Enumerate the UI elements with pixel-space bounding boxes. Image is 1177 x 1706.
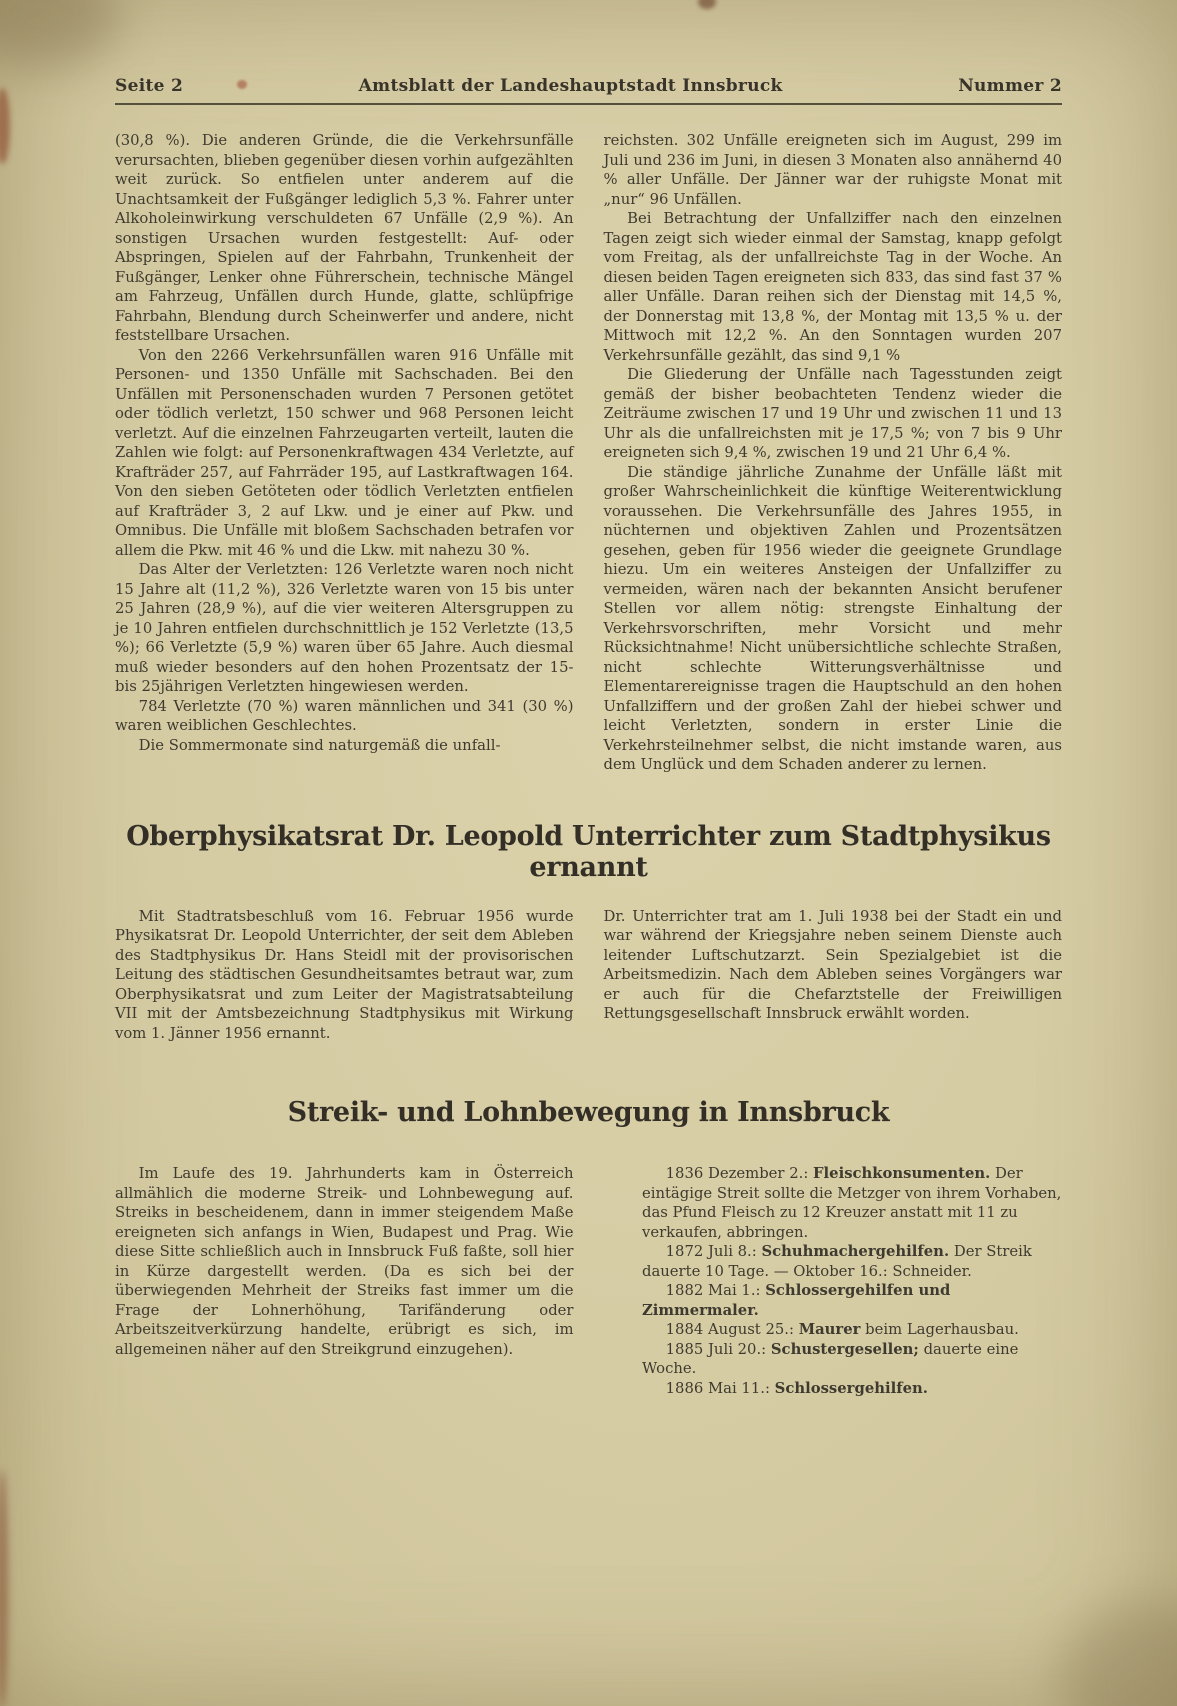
- paragraph: Die Sommermonate sind naturgemäß die unfall-: [138, 736, 501, 754]
- column-left: [115, 131, 574, 775]
- entry-date: 1885 Juli 20.:: [665, 1340, 767, 1358]
- paragraph: Das Alter der Verletzten: 126 Verletzte waren noch nicht 15 Jahre alt (11,2 %), 326 Verletzte waren von 15 bis unter 25 Jahren (28,9 %), auf die vier weiteren Altersgruppen zu je 10 Jahren entfielen durchschnittlich je 152 Verletzte (13,5 %); 66 Verletzte (5,9 %) waren über 65 Jahre. Auch diesmal muß wieder besonders auf den hohen Prozentsatz der 15- bis 25jährigen Verletzten hingewiesen werden.: [115, 561, 574, 695]
- entry-trade: Schlossergehilfen.: [774, 1379, 928, 1397]
- paragraph: Die ständige jährliche Zunahme der Unfälle läßt mit großer Wahrscheinlichkeit die künftige Weiterentwicklung voraussehen. Die Verkehrsunfälle des Jahres 1955, in nüchternen und objektiven Zahlen und Prozentsätzen gesehen, geben für 1956 wieder die geeignete Grundlage hiezu. Um ein weiteres Ansteigen der Unfallziffer zu vermeiden, wären nach der bekannten Ansicht berufener Stellen vor allem nötig: strengste Einhaltung der Verkehrsvorschriften, mehr Vorsicht und mehr Rücksichtnahme! Nicht unübersichtliche schlechte Straßen, nicht schlechte Witterungsverhältnisse und Elementarereignisse tragen die Hauptschuld an den hohen Unfallziffern und der großen Zahl der hiebei schwer und leicht Verletzten, sondern in erster Linie die Verkehrsteilnehmer selbst, die nicht imstande waren, aus dem Unglück und dem Schaden anderer zu lernen.: [603, 463, 1062, 773]
- paragraph: Dr. Unterrichter trat am 1. Juli 1938 bei der Stadt ein und war während der Kriegsjahre neben seinem Dienste auch leitender Luftschutzarzt. Sein Spezialgebiet ist die Arbeitsmedizin. Nach dem Ableben seines Vorgängers war er auch für die Chefarztstelle der Freiwilligen Rettungsgesellschaft Innsbruck erwählt worden.: [603, 907, 1062, 1022]
- paragraph: Die Gliederung der Unfälle nach Tagesstunden zeigt gemäß der bisher beobachteten Tendenz wieder die Zeiträume zwischen 17 und 19 Uhr und zwischen 11 und 13 Uhr als die unfallreichsten mit je 17,5 %; von 7 bis 9 Uhr ereigneten sich 9,4 %, zwischen 19 und 21 Uhr 6,4 %.: [603, 366, 1062, 461]
- paragraph: reichsten. 302 Unfälle ereigneten sich im August, 299 im Juli und 236 im Juni, in diesen 3 Monaten also annähernd 40 % aller Unfälle. Der Jänner war der ruhigste Monat mit „nur“ 96 Unfällen.: [603, 132, 1062, 208]
- article-stadtphysikus: [115, 907, 1062, 1044]
- entry-date: 1886 Mai 11.:: [665, 1379, 770, 1397]
- paragraph: 784 Verletzte (70 %) waren männlichen und 341 (30 %) waren weiblichen Geschlechtes.: [115, 697, 574, 734]
- column-right: [604, 907, 1063, 1044]
- journal-title: Amtsblatt der Landeshauptstadt Innsbruck: [358, 76, 783, 96]
- entry-date: 1836 Dezember 2.:: [665, 1165, 809, 1182]
- header-rule: [115, 103, 1062, 105]
- strike-entry: [604, 1379, 1063, 1399]
- entry-trade: Schlossergehilfen und Zimmermaler.: [641, 1282, 951, 1319]
- entry-date: 1884 August 25.:: [665, 1321, 794, 1338]
- entry-date: 1872 Juli 8.:: [665, 1243, 757, 1260]
- column-right: [604, 1164, 1063, 1398]
- paper-stain: [1060, 1600, 1177, 1706]
- entry-trade: Schustergesellen;: [770, 1340, 919, 1358]
- paragraph: Im Laufe des 19. Jahrhunderts kam in Österreich allmählich die moderne Streik- und Lohnbewegung auf. Streiks in bescheidenem, dann in immer steigendem Maße ereigneten sich anfangs in Wien, Budapest und Prag. Wie diese Sitte schließlich auch in Innsbruck Fuß faßte, soll hier in Kürze dargestellt werden. (Da es sich bei der überwiegenden Mehrheit der Streiks fast immer um die Frage der Lohnerhöhung, Tarifänderung oder Arbeitszeitverkürzung handelte, erübrigt es sich, im allgemeinen näher auf den Streikgrund einzugehen).: [115, 1165, 574, 1358]
- article-traffic-accidents: [115, 131, 1062, 775]
- article-streik: [115, 1164, 1062, 1398]
- entry-date: 1882 Mai 1.:: [665, 1282, 761, 1299]
- paragraph: Von den 2266 Verkehrsunfällen waren 916 Unfälle mit Personen- und 1350 Unfälle mit Sachschaden. Bei den Unfällen mit Personenschaden wurden 7 Personen getötet oder tödlich verletzt, 150 schwer und 968 Personen leicht verletzt. Auf die einzelnen Fahrzeugarten verteilt, lauten die Zahlen wie folgt: auf Personenkraftwagen 434 Verletzte, auf Krafträder 257, auf Fahrräder 195, auf Lastkraftwagen 164. Von den sieben Getöteten oder tödlich Verletzten entfielen auf Krafträder 3, 2 auf Lkw. und je einer auf Pkw. und Omnibus. Die Unfälle mit bloßem Sachschaden betrafen vor allem die Pkw. mit 46 % und die Lkw. mit nahezu 30 %.: [115, 346, 574, 559]
- column-left: [115, 1164, 574, 1398]
- entry-trade: Schuhmachergehilfen.: [761, 1243, 950, 1260]
- strike-entry: [604, 1320, 1063, 1340]
- paragraph: Bei Betrachtung der Unfallziffer nach den einzelnen Tagen zeigt sich wieder einmal der Samstag, knapp gefolgt vom Freitag, als der unfallreichste Tag in der Woche. An diesen beiden Tagen ereigneten sich 833, das sind fast 37 % aller Unfälle. Daran reihen sich der Dienstag mit 14,5 %, der Donnerstag mit 13,8 %, der Montag mit 13,5 % u. der Mittwoch mit 12,2 %. An den Sonntagen wurden 207 Verkehrsunfälle gezählt, das sind 9,1 %: [603, 210, 1062, 364]
- column-left: [115, 907, 574, 1044]
- strike-entry: [604, 1340, 1063, 1379]
- column-right: [604, 131, 1063, 775]
- entry-text: Der Streik dauerte 10 Tage. — Oktober 16.: Schneider.: [641, 1243, 1032, 1280]
- article-headline-streik: Streik- und Lohnbewegung in Innsbruck: [287, 1097, 890, 1128]
- entry-text: beim Lagerhausbau.: [865, 1321, 1019, 1338]
- paper-stain: [0, 1470, 8, 1706]
- article-headline-stadtphysikus: Oberphysikatsrat Dr. Leopold Unterrichter zum Stadtphysikus ernannt: [126, 820, 1051, 883]
- issue-number-label: Nummer 2: [958, 76, 1062, 96]
- entry-text: Der eintägige Streit sollte die Metzger von ihrem Vorhaben, das Pfund Fleisch zu 12 Kreuzer anstatt mit 11 zu verkaufen, abbringen.: [641, 1165, 1062, 1241]
- page-number-label: Seite 2: [115, 76, 184, 96]
- paragraph: (30,8 %). Die anderen Gründe, die die Verkehrsunfälle verursachten, blieben gegenüber diesen vorhin aufgezählten weit zurück. So entfielen unter anderem auf die Unachtsamkeit der Fußgänger lediglich 5,3 %. Fahrer unter Alkoholeinwirkung verschuldeten 67 Unfälle (2,9 %). An sonstigen Ursachen wurden festgestellt: Auf- oder Abspringen, Spielen auf der Fahrbahn, Trunkenheit der Fußgänger, Lenker ohne Führerschein, technische Mängel am Fahrzeug, Unfällen durch Hunde, glatte, schlüpfrige Fahrbahn, Blendung durch Scheinwerfer und andere, nicht feststellbare Ursachen.: [115, 132, 574, 344]
- strike-entry: [604, 1242, 1063, 1281]
- strike-entry: [604, 1164, 1063, 1242]
- paragraph: Mit Stadtratsbeschluß vom 16. Februar 1956 wurde Physikatsrat Dr. Leopold Unterrichter, der seit dem Ableben des Stadtphysikus Dr. Hans Steidl mit der provisorischen Leitung des städtischen Gesundheitsamtes betraut war, zum Oberphysikatsrat und zum Leiter der Magistratsabteilung VII mit der Amtsbezeichnung Stadtphysikus mit Wirkung vom 1. Jänner 1956 ernannt.: [115, 907, 574, 1042]
- strike-entry: [604, 1281, 1063, 1320]
- entry-text: dauerte eine Woche.: [641, 1340, 1019, 1377]
- page-header: [115, 0, 1062, 96]
- entry-trade: Fleischkonsumenten.: [813, 1165, 991, 1182]
- entry-trade: Maurer: [798, 1321, 861, 1338]
